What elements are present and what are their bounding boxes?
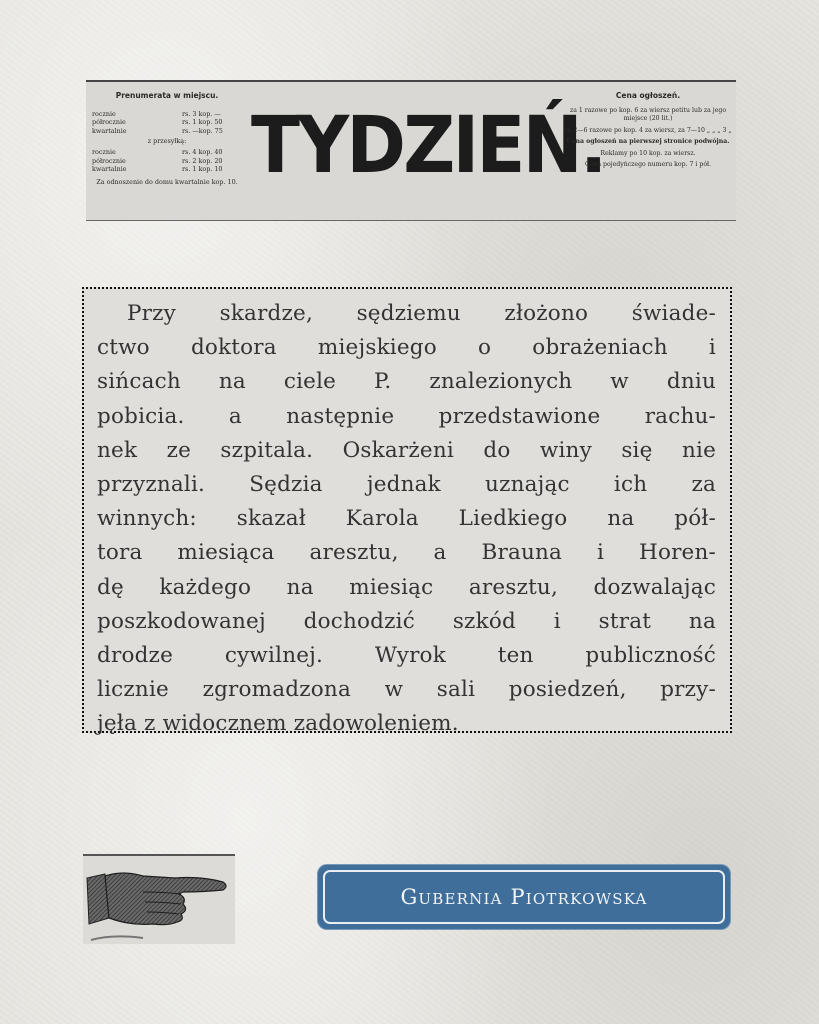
price-row: kwartalnie rs. —kop. 75: [92, 126, 223, 135]
price-row: kwartalnie rs. 1 kop. 10: [92, 165, 223, 174]
article-line: dę każdego na miesiąc aresztu, dozwalając: [97, 574, 716, 600]
price-row: rocznie rs. 4 kop. 40: [92, 147, 223, 156]
article-line: sińcach na ciele P. znalezionych w dniu: [97, 369, 716, 395]
newspaper-masthead: [86, 80, 736, 221]
article-line: winnych: skazał Karola Liedkiego na pół-: [97, 506, 716, 532]
newspaper-title: TYDZIEŃ.: [251, 101, 605, 191]
article-line: drodze cywilnej. Wyrok ten publiczność: [97, 643, 716, 669]
article-line: ctwo doktora miejskiego o obrażeniach i: [97, 335, 716, 361]
article-line: przyznali. Sędzia jednak uznając ich za: [97, 472, 716, 498]
article-line: tora miesiąca aresztu, a Brauna i Horen-: [97, 540, 716, 566]
article-line: poszkodowanej dochodzić szkód i strat na: [97, 608, 716, 634]
price-row: rocznie rs. 3 kop. —: [92, 109, 221, 118]
article-line: jęła z widocznem zadowoleniem.: [97, 711, 459, 737]
ad-price-line: za 2—6 razowe po kop. 4 za wiersz, za 7—10 „ „ „ 3 „: [564, 126, 732, 134]
article-line: Przy skardze, sędziemu złożono świade-: [127, 301, 716, 326]
subscription-header: Prenumerata w miejscu.: [115, 91, 219, 100]
ad-prices-header: Cena ogłoszeń.: [615, 91, 681, 100]
delivery-note: Za odnoszenie do domu kwartalnie kop. 10.: [96, 177, 238, 186]
article-line: nek ze szpitala. Oskarżeni do winy się nie: [97, 437, 716, 463]
advertising-prices: [564, 92, 732, 173]
mail-subheader: z przesyłką:: [147, 137, 187, 146]
article-line: pobicia. a następnie przedstawione rachu-: [97, 403, 716, 429]
ad-price-line: za 1 razowe po kop. 6 za wiersz petitu lub za jego miejsce (20 lit.): [569, 106, 727, 122]
pointing-hand-icon: [83, 854, 235, 944]
ad-price-line: Cena ogłoszeń na pierwszej stronice podwójna.: [566, 138, 730, 145]
badge-label: Gubernia Piotrkowska: [400, 885, 648, 909]
region-badge: [317, 864, 731, 930]
ad-price-line: Reklamy po 10 kop. za wiersz.: [600, 149, 696, 157]
article-excerpt: [82, 287, 732, 737]
subscription-prices: [92, 92, 242, 186]
badge-frame: [323, 870, 725, 924]
price-row: półrocznie rs. 1 kop. 50: [92, 118, 223, 127]
ad-price-line: Cena pojedyńczego numeru kop. 7 i pół.: [584, 161, 712, 168]
pointing-hand-icon: [83, 856, 235, 944]
article-line: licznie zgromadzona w sali posiedzeń, przy-: [97, 677, 716, 703]
price-row: półrocznie rs. 2 kop. 20: [92, 156, 223, 165]
